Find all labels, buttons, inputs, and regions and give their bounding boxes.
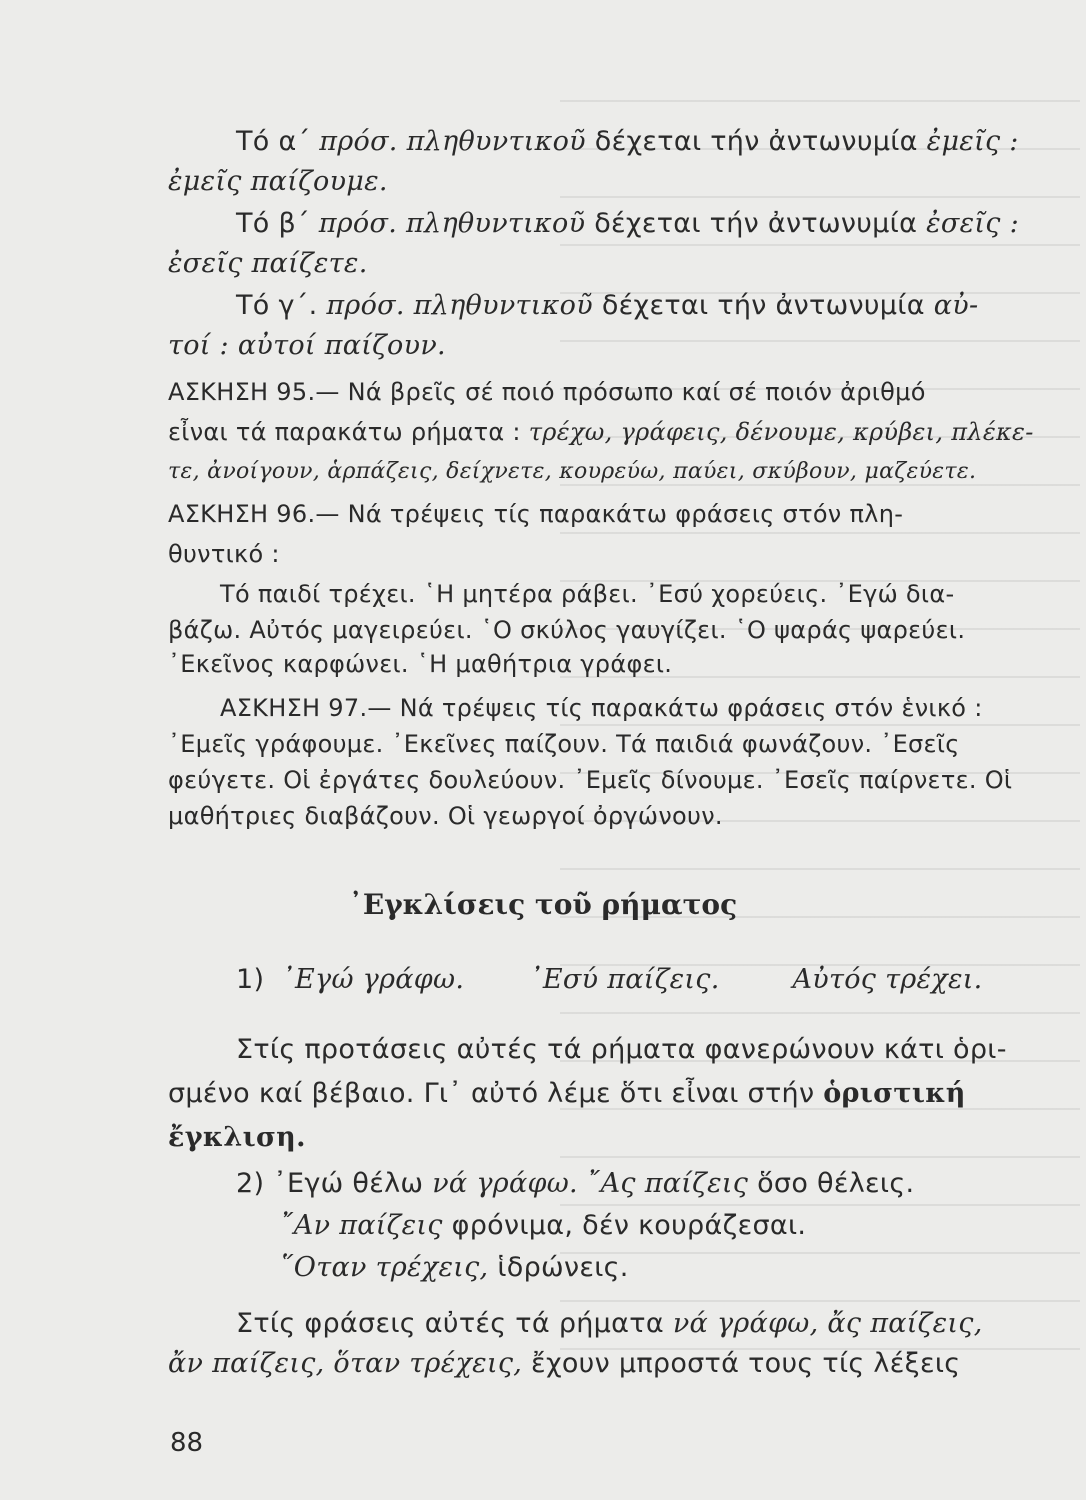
text-run: εἶναι τά παρακάτω ρήματα : — [168, 418, 521, 446]
exercise-97-line: ΑΣΚΗΣΗ 97.— Νά τρέψεις τίς παρακάτω φράσεις στόν ἑνικό : — [220, 694, 983, 722]
text-line: βάζω. Αὐτός μαγειρεύει. ῾Ο σκύλος γαυγίζει. ῾Ο ψαράς ψαρεύει. — [168, 616, 966, 644]
text-run: ἔχουν μπροστά τους τίς λέξεις — [531, 1348, 961, 1379]
text-line: ᾿Εμεῖς γράφουμε. ᾿Εκεῖνες παίζουν. Τά παιδιά φωνάζουν. ᾿Εσεῖς — [168, 730, 960, 758]
text-run: δέχεται τήν ἀντωνυμία — [601, 290, 925, 321]
text-run: 1) — [236, 964, 265, 995]
text-run: ὁριστική — [823, 1078, 966, 1109]
text-run: ᾿Εσύ παίζεις. — [529, 964, 720, 995]
text-line — [280, 1208, 806, 1244]
text-run: Αὐτός τρέχει. — [792, 964, 983, 995]
text-run: ῎Ας παίζεις — [586, 1168, 749, 1199]
text-run: πρόσ. πληθυντικοῦ — [326, 290, 593, 321]
text-line: ἔγκλιση. — [168, 1122, 306, 1153]
text-line — [280, 1250, 629, 1286]
text-run: Τό α΄ — [236, 126, 311, 157]
text-line — [236, 288, 978, 324]
text-line: τοί : αὐτοί παίζουν. — [168, 330, 446, 361]
text-run: νά γράφω, ἄς παίζεις, — [672, 1308, 983, 1339]
text-line: ἐσεῖς παίζετε. — [168, 248, 368, 279]
text-run: ἐσεῖς : — [926, 208, 1019, 239]
text-run: ῎Αν παίζεις — [280, 1210, 443, 1241]
text-line: ἐμεῖς παίζουμε. — [168, 166, 388, 197]
text-run: φρόνιμα, δέν κουράζεσαι. — [451, 1210, 807, 1241]
text-run: δέχεται τήν ἀντωνυμία — [594, 126, 918, 157]
text-run: ἐμεῖς : — [926, 126, 1019, 157]
text-run: σμένο καί βέβαιο. Γι᾿ αὐτό λέμε ὅτι εἶναι στήν — [168, 1078, 815, 1109]
text-line — [236, 1306, 983, 1342]
text-run: ἄν παίζεις, ὅταν τρέχεις, — [168, 1348, 523, 1379]
text-run: αὐ- — [933, 290, 979, 321]
text-run: ὅσο θέλεις. — [757, 1168, 915, 1199]
text-run: πρόσ. πληθυντικοῦ — [319, 126, 586, 157]
text-run: Τό γ΄. — [236, 290, 318, 321]
text-line — [236, 206, 1019, 242]
section-heading: ᾿Εγκλίσεις τοῦ ρήματος — [348, 888, 738, 921]
text-run: ἱδρώνεις. — [497, 1252, 629, 1283]
text-run: Τό β΄ — [236, 208, 310, 239]
text-run: δέχεται τήν ἀντωνυμία — [594, 208, 918, 239]
text-run: ᾿Εγώ γράφω. — [281, 964, 465, 995]
text-run: πρόσ. πληθυντικοῦ — [318, 208, 586, 239]
text-run: ῞Οταν τρέχεις, — [280, 1252, 489, 1283]
text-line: ᾿Εκεῖνος καρφώνει. ῾Η μαθήτρια γράφει. — [168, 650, 673, 678]
text-line — [168, 1076, 966, 1112]
text-line: Στίς προτάσεις αὐτές τά ρήματα φανερώνουν κάτι ὁρι- — [236, 1034, 1007, 1065]
example-line-1 — [236, 962, 983, 998]
text-run: νά γράφω. — [432, 1168, 578, 1199]
text-line — [168, 414, 1034, 450]
exercise-96-line: ΑΣΚΗΣΗ 96.— Νά τρέψεις τίς παρακάτω φράσεις στόν πλη- — [168, 500, 904, 528]
text-run: τρέχω, γράφεις, δένουμε, κρύβει, πλέκε- — [528, 418, 1034, 446]
text-line: μαθήτριες διαβάζουν. Οἱ γεωργοί ὀργώνουν. — [168, 802, 723, 830]
text-line — [168, 1346, 960, 1382]
text-line: Τό παιδί τρέχει. ῾Η μητέρα ράβει. ᾿Εσύ χορεύεις. ᾿Εγώ δια- — [220, 580, 955, 608]
exercise-95-line: ΑΣΚΗΣΗ 95.— Νά βρεῖς σέ ποιό πρόσωπο καί σέ ποιόν ἀριθμό — [168, 378, 926, 406]
text-line — [236, 124, 1019, 160]
page-number: 88 — [170, 1428, 204, 1458]
text-line: τε, ἀνοίγουν, ἁρπάζεις, δείχνετε, κουρεύω, παύει, σκύβουν, μαζεύετε. — [168, 459, 977, 484]
example-line-2 — [236, 1166, 914, 1202]
text-line: φεύγετε. Οἱ ἐργάτες δουλεύουν. ᾿Εμεῖς δίνουμε. ᾿Εσεῖς παίρνετε. Οἱ — [168, 766, 1013, 794]
text-run: Στίς φράσεις αὐτές τά ρήματα — [236, 1308, 664, 1339]
text-line: θυντικό : — [168, 540, 280, 568]
text-run: 2) ᾿Εγώ θέλω — [236, 1168, 424, 1199]
